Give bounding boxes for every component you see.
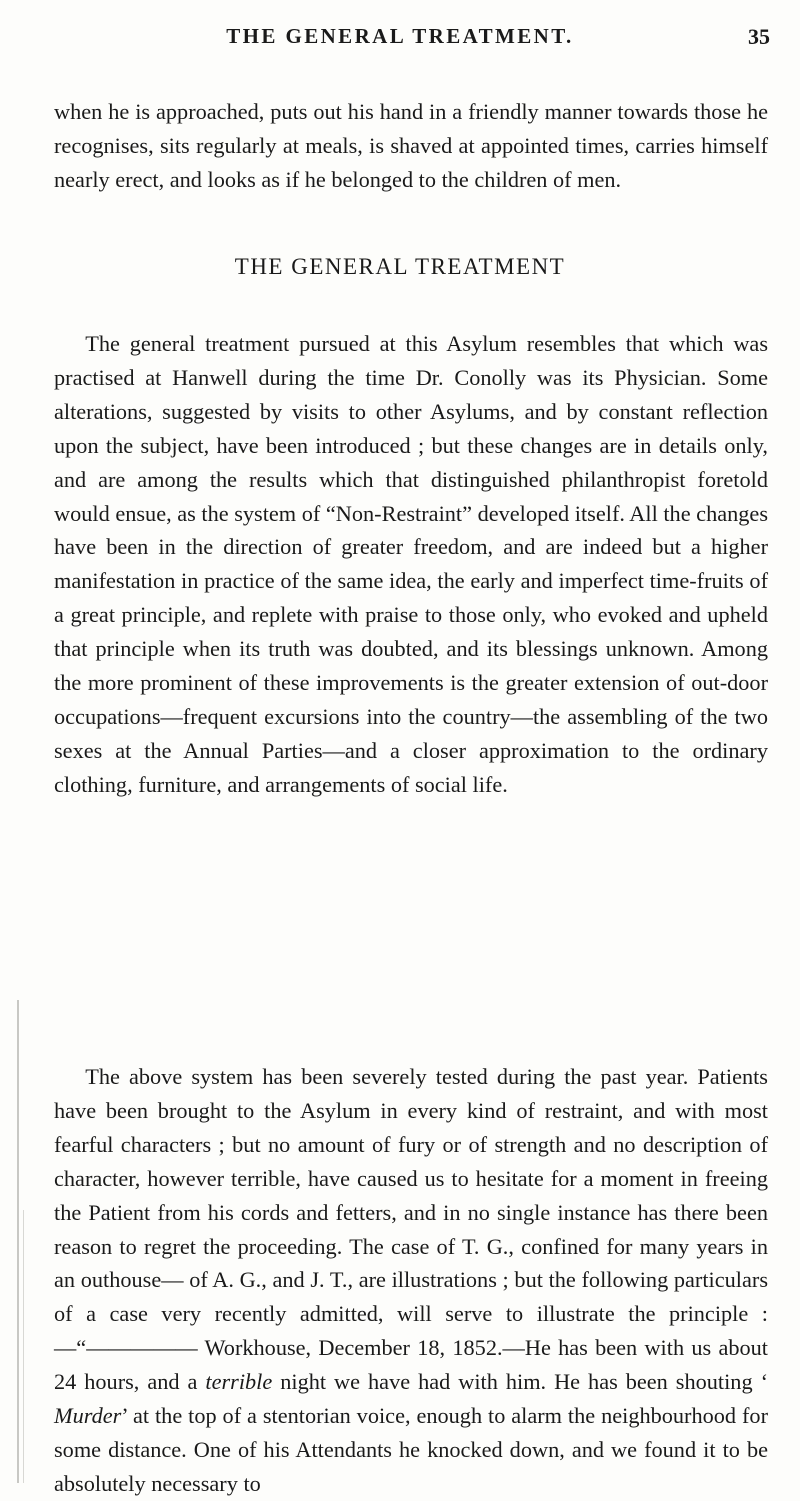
intro-paragraph-block [54, 95, 768, 197]
page-number: 35 [748, 24, 770, 49]
system-text-part-1: The above system has been severely tested during the past year. Patients have been brought to the Asylum in every kind of restraint, and with most fearful characters ; but no amount of fury or of strength and no description of character, however terrible, have caused us to hesitate for a moment in freeing the Patient from his cords and fetters, and in no single instance has there been reason to regret the proceeding. The case of T. G., confined for many years in an outhouse— of A. G., and J. T., are illustrations ; but the following particulars of a case very recently admitted, will serve to illustrate the principle : —“————— Workhouse, December 18, 1852.—He has been with us about 24 hours, and a [54, 1064, 768, 1395]
treatment-paragraph-block [54, 327, 768, 802]
running-head: THE GENERAL TREATMENT. [226, 24, 574, 48]
binding-shadow-line-inner [23, 1210, 24, 1483]
system-text-part-2: night we have had with him. He has been shouting ‘ [272, 1369, 768, 1395]
system-paragraph [54, 1060, 768, 1501]
intro-paragraph: when he is approached, puts out his hand in a friendly manner towards those he recognises, sits regularly at meals, is shaved at appointed times, carries himself nearly erect, and looks as if he belonged to the children of men. [54, 99, 768, 192]
section-heading: THE GENERAL TREATMENT [234, 254, 566, 279]
page-header [0, 22, 800, 62]
system-text-part-3: ’ at the top of a stentorian voice, enough to alarm the neighbourhood for some distance. One of his Attendants he knocked down, and we found it to be absolutely necessary to [54, 1403, 768, 1496]
system-paragraph-block [54, 1060, 768, 1501]
italic-murder: Murder [54, 1403, 122, 1429]
italic-terrible: terrible [205, 1369, 273, 1395]
treatment-paragraph: The general treatment pursued at this Asylum resembles that which was practised at Hanwell during the time Dr. Conolly was its Physician. Some alterations, suggested by visits to other Asylums, and by constant reflection upon the subject, have been introduced ; but these changes are in details only, and are among the results which that distinguished philanthropist foretold would ensue, as the system of “Non-Restraint” developed itself. All the changes have been in the direction of greater freedom, and are indeed but a higher manifestation in practice of the same idea, the early and imperfect time-fruits of a great principle, and replete with praise to those only, who evoked and upheld that principle when its truth was doubted, and its blessings unknown. Among the more prominent of these improvements is the greater extension of out-door occupations—frequent excursions into the country—the assembling of the two sexes at the Annual Parties—and a closer approximation to the ordinary clothing, furniture, and arrangements of social life. [54, 331, 768, 797]
binding-shadow-line [17, 1000, 19, 1483]
